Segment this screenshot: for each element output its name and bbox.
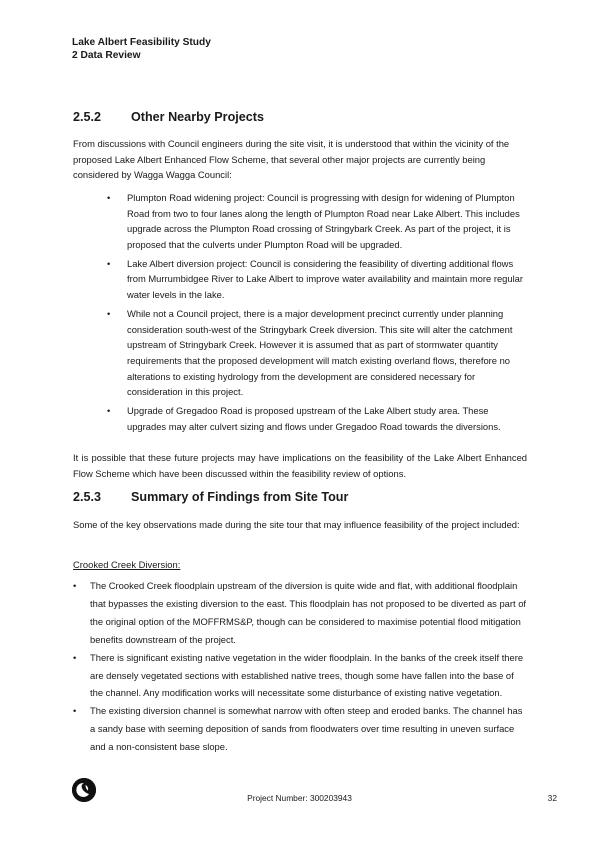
bullet-icon: • xyxy=(107,257,111,269)
heading-2-5-2 xyxy=(73,110,264,125)
document-header xyxy=(72,37,211,62)
list-item xyxy=(73,702,529,756)
bullet-icon: • xyxy=(107,405,111,417)
list-item-text: While not a Council project, there is a major development precinct currently under planning consideration south-west of the Stringybark Creek diversion. This site will alter the catchment upstream of Stringybark Creek. However it is assumed that as part of stormwater quantity requirements that the proposed development will match existing overland flows, therefore no alterations to existing hydrology from the development are considered necessary for consideration in this project. xyxy=(127,308,513,398)
list-item-text: Upgrade of Gregadoo Road is proposed upstream of the Lake Albert study area. These upgrades may alter culvert sizing and flows under Gregadoo Road towards the diversions. xyxy=(127,405,501,432)
bullet-icon: • xyxy=(107,192,111,203)
heading-number: 2.5.2 xyxy=(73,110,102,124)
list-item xyxy=(73,256,528,303)
heading-title: Summary of Findings from Site Tour xyxy=(131,490,349,504)
nearby-projects-list xyxy=(73,190,528,438)
list-item-text: Lake Albert diversion project: Council is considering the feasibility of diverting additional flows from Murrumbidgee River to Lake Albert to improve water availability and maintain more regular water levels in the lake. xyxy=(127,257,524,301)
list-item xyxy=(73,649,529,703)
bullet-icon: • xyxy=(73,705,77,717)
list-item xyxy=(73,403,528,434)
footer-project-number: Project Number: 300203943 xyxy=(247,793,352,803)
bullet-icon: • xyxy=(73,651,77,663)
subheading-crooked-creek: Crooked Creek Diversion: xyxy=(73,559,181,570)
footer-page-number: 32 xyxy=(547,793,557,803)
list-item-text: The existing diversion channel is somewhat narrow with often steep and eroded banks. The channel has a sandy base with seeming deposition of sands from floodwaters over time resulting in uneven surface and a non-consistent base slope. xyxy=(90,705,523,753)
list-item xyxy=(73,577,529,649)
list-item xyxy=(73,306,528,400)
site-tour-findings-list xyxy=(73,577,529,756)
bullet-icon: • xyxy=(73,580,77,591)
list-item-text: The Crooked Creek floodplain upstream of the diversion is quite wide and flat, with additional floodplain that bypasses the existing diversion to the east. This floodplain has not proposed to be diverted as part of the original option of the MOFFRMS&P, though can be considered to maximise potential flood mitigation benefits downstream of the project. xyxy=(90,580,527,645)
list-item-text: There is significant existing native vegetation in the wider floodplain. In the banks of the creek itself there are densely vegetated sections with established native trees, though some have fallen into the base of the channel. Any modification works will necessitate some disturbance of existing native vegetation. xyxy=(90,651,524,699)
bullet-icon: • xyxy=(107,308,111,320)
heading-title: Other Nearby Projects xyxy=(131,110,264,124)
intro-paragraph-2-5-3: Some of the key observations made during the site tour that may influence feasibility of the project included: xyxy=(73,519,520,530)
list-item-text: Plumpton Road widening project: Council is progressing with design for widening of Plumpton Road from two to four lanes along the length of Plumpton Road near Lake Albert. This includes upgrade across the Plumpton Road crossing of Stringybark Creek. As part of the project, it is proposed that the culverts under Plumpton Road will be upgraded. xyxy=(127,192,520,250)
heading-number: 2.5.3 xyxy=(73,490,102,504)
closing-paragraph-2-5-2: It is possible that these future projects may have implications on the feasibility of the Lake Albert Enhanced Flow Scheme which have been discussed within the feasibility review of options. xyxy=(73,452,527,479)
intro-paragraph-2-5-2: From discussions with Council engineers during the site visit, it is understood that within the vicinity of the proposed Lake Albert Enhanced Flow Scheme, that several other major projects are currently being considered by Wagga Wagga Council: xyxy=(73,138,510,181)
list-item xyxy=(73,190,528,252)
header-title: Lake Albert Feasibility Study xyxy=(72,37,211,48)
heading-2-5-3 xyxy=(73,490,348,505)
header-subtitle: 2 Data Review xyxy=(72,49,141,61)
